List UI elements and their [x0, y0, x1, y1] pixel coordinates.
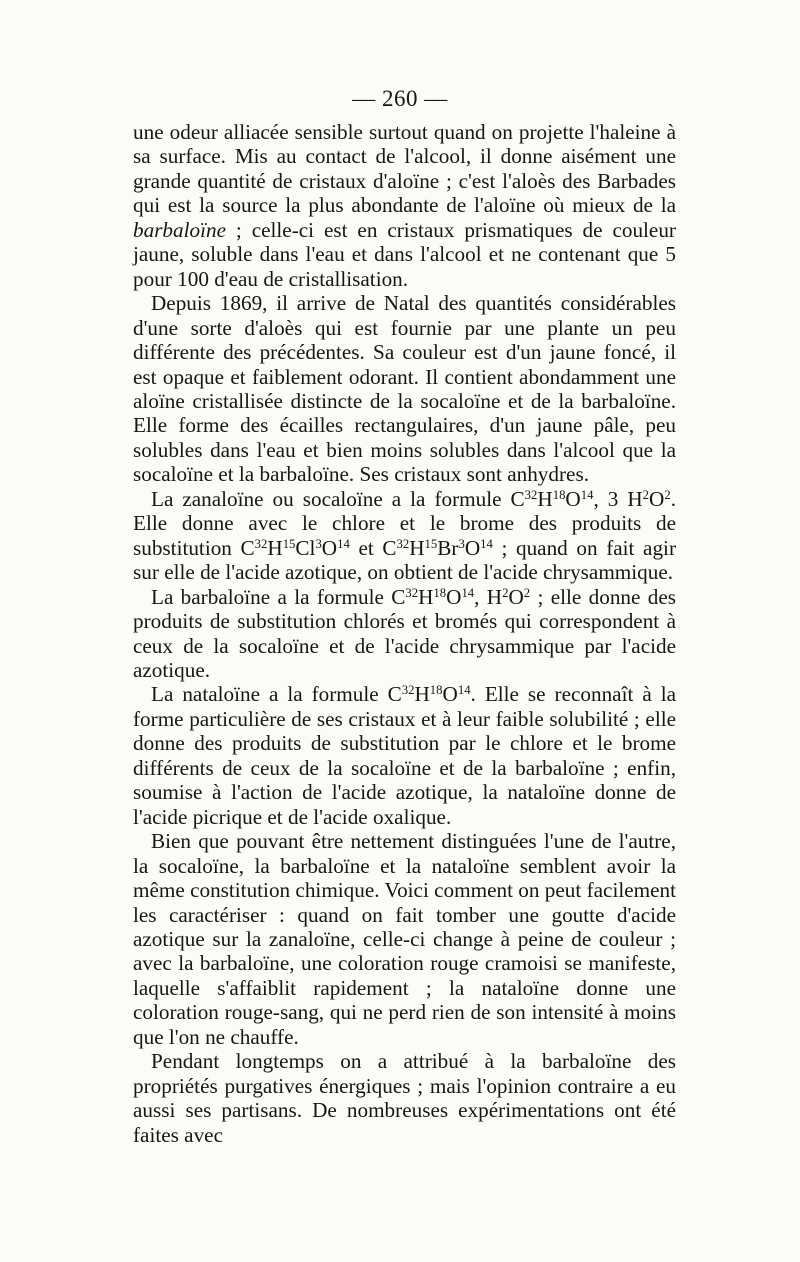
- italic-term: barbaloïne: [133, 217, 226, 242]
- superscript: 18: [429, 683, 443, 698]
- superscript: 14: [337, 536, 350, 551]
- superscript: 14: [461, 585, 475, 600]
- superscript: 15: [424, 536, 438, 551]
- superscript: 3: [315, 536, 322, 551]
- superscript: 3: [458, 536, 465, 551]
- superscript: 32: [396, 536, 410, 551]
- superscript: 18: [433, 585, 447, 600]
- page-number: — 260 —: [352, 86, 448, 111]
- paragraph: La nataloïne a la formule $C^{32}H^{18}O^{14}$. Elle se reconnaît à la forme particulière de ses cristaux et à leur faible solubilité ; elle donne des produits de substitution par le chlore et le brome différents de ceux de la socaloïne et de la barbaloïne ; enfin, soumise à l'action de l'acide azotique, la nataloïne donne de l'acide picrique et de l'acide oxalique.: [133, 682, 676, 829]
- superscript: 14: [480, 536, 493, 551]
- superscript: 15: [282, 536, 296, 551]
- superscript: 2: [523, 585, 531, 600]
- superscript: 32: [254, 536, 268, 551]
- paragraph: La zanaloïne ou socaloïne a la formule $C^{32}H^{18}O^{14}$, 3 $H^2O^2$. Elle donne avec le chlore et le brome des produits de substitution $C^{32}H^{15}Cl^3O^{14}$ et $C^{32}H^{15}Br^3O^{14}$ ; quand on fait agir sur elle de l'acide azotique, on obtient de l'acide chrysammique.: [133, 486, 676, 585]
- paragraph: La barbaloïne a la formule $C^{32}H^{18}O^{14}$, $H^2O^2$ ; elle donne des produits de substitution chlorés et bromés qui correspondent à ceux de la socaloïne et de l'acide chrysammique par l'acide azotique.: [133, 584, 676, 682]
- paragraph: Bien que pouvant être nettement distinguées l'une de l'autre, la socaloïne, la barbaloïne et la nataloïne semblent avoir la même constitution chimique. Voici comment on peut facilement les caractériser : quand on fait tomber une goutte d'acide azotique sur la zanaloïne, celle-ci change à peine de couleur ; avec la barbaloïne, une coloration rouge cramoisi se manifeste, laquelle s'affaiblit rapidement ; la nataloïne donne une coloration rouge-sang, qui ne perd rien de son intensité à moins que l'on ne chauffe.: [133, 829, 676, 1049]
- paragraph: une odeur alliacée sensible surtout quand on projette l'haleine à sa surface. Mis au contact de l'alcool, il donne aisément une grande quantité de cristaux d'aloïne ; c'est l'aloès des Barbades qui est la source la plus abondante de l'aloïne où mieux de la barbaloïne ; celle-ci est en cristaux prismatiques de couleur jaune, soluble dans l'eau et dans l'alcool et ne contenant que 5 pour 100 d'eau de cristallisation.: [133, 120, 676, 291]
- superscript: 32: [524, 487, 538, 502]
- superscript: 14: [580, 487, 594, 502]
- superscript: 2: [502, 585, 509, 600]
- superscript: 14: [457, 683, 471, 698]
- paragraph: Pendant longtemps on a attribué à la barbaloïne des propriétés purgatives énergiques ; mais l'opinion contraire a eu aussi ses partisans. De nombreuses expérimentations ont été faites avec: [133, 1049, 676, 1147]
- paragraph: Depuis 1869, il arrive de Natal des quantités considérables d'une sorte d'aloès qui est fournie par une plante un peu différente des précédentes. Sa couleur est d'un jaune foncé, il est opaque et faiblement odorant. Il contient abondamment une aloïne cristallisée distincte de la socaloïne et de la barbaloïne. Elle forme des écailles rectangulaires, d'un jaune pâle, peu solubles dans l'eau et bien moins solubles dans l'alcool que la socaloïne et la barbaloïne. Ses cristaux sont anhydres.: [133, 291, 676, 487]
- superscript: 32: [401, 683, 415, 698]
- body-text: [133, 120, 676, 1147]
- superscript: 32: [405, 585, 419, 600]
- superscript: 2: [642, 487, 650, 502]
- superscript: 2: [664, 487, 671, 502]
- superscript: 18: [552, 487, 566, 502]
